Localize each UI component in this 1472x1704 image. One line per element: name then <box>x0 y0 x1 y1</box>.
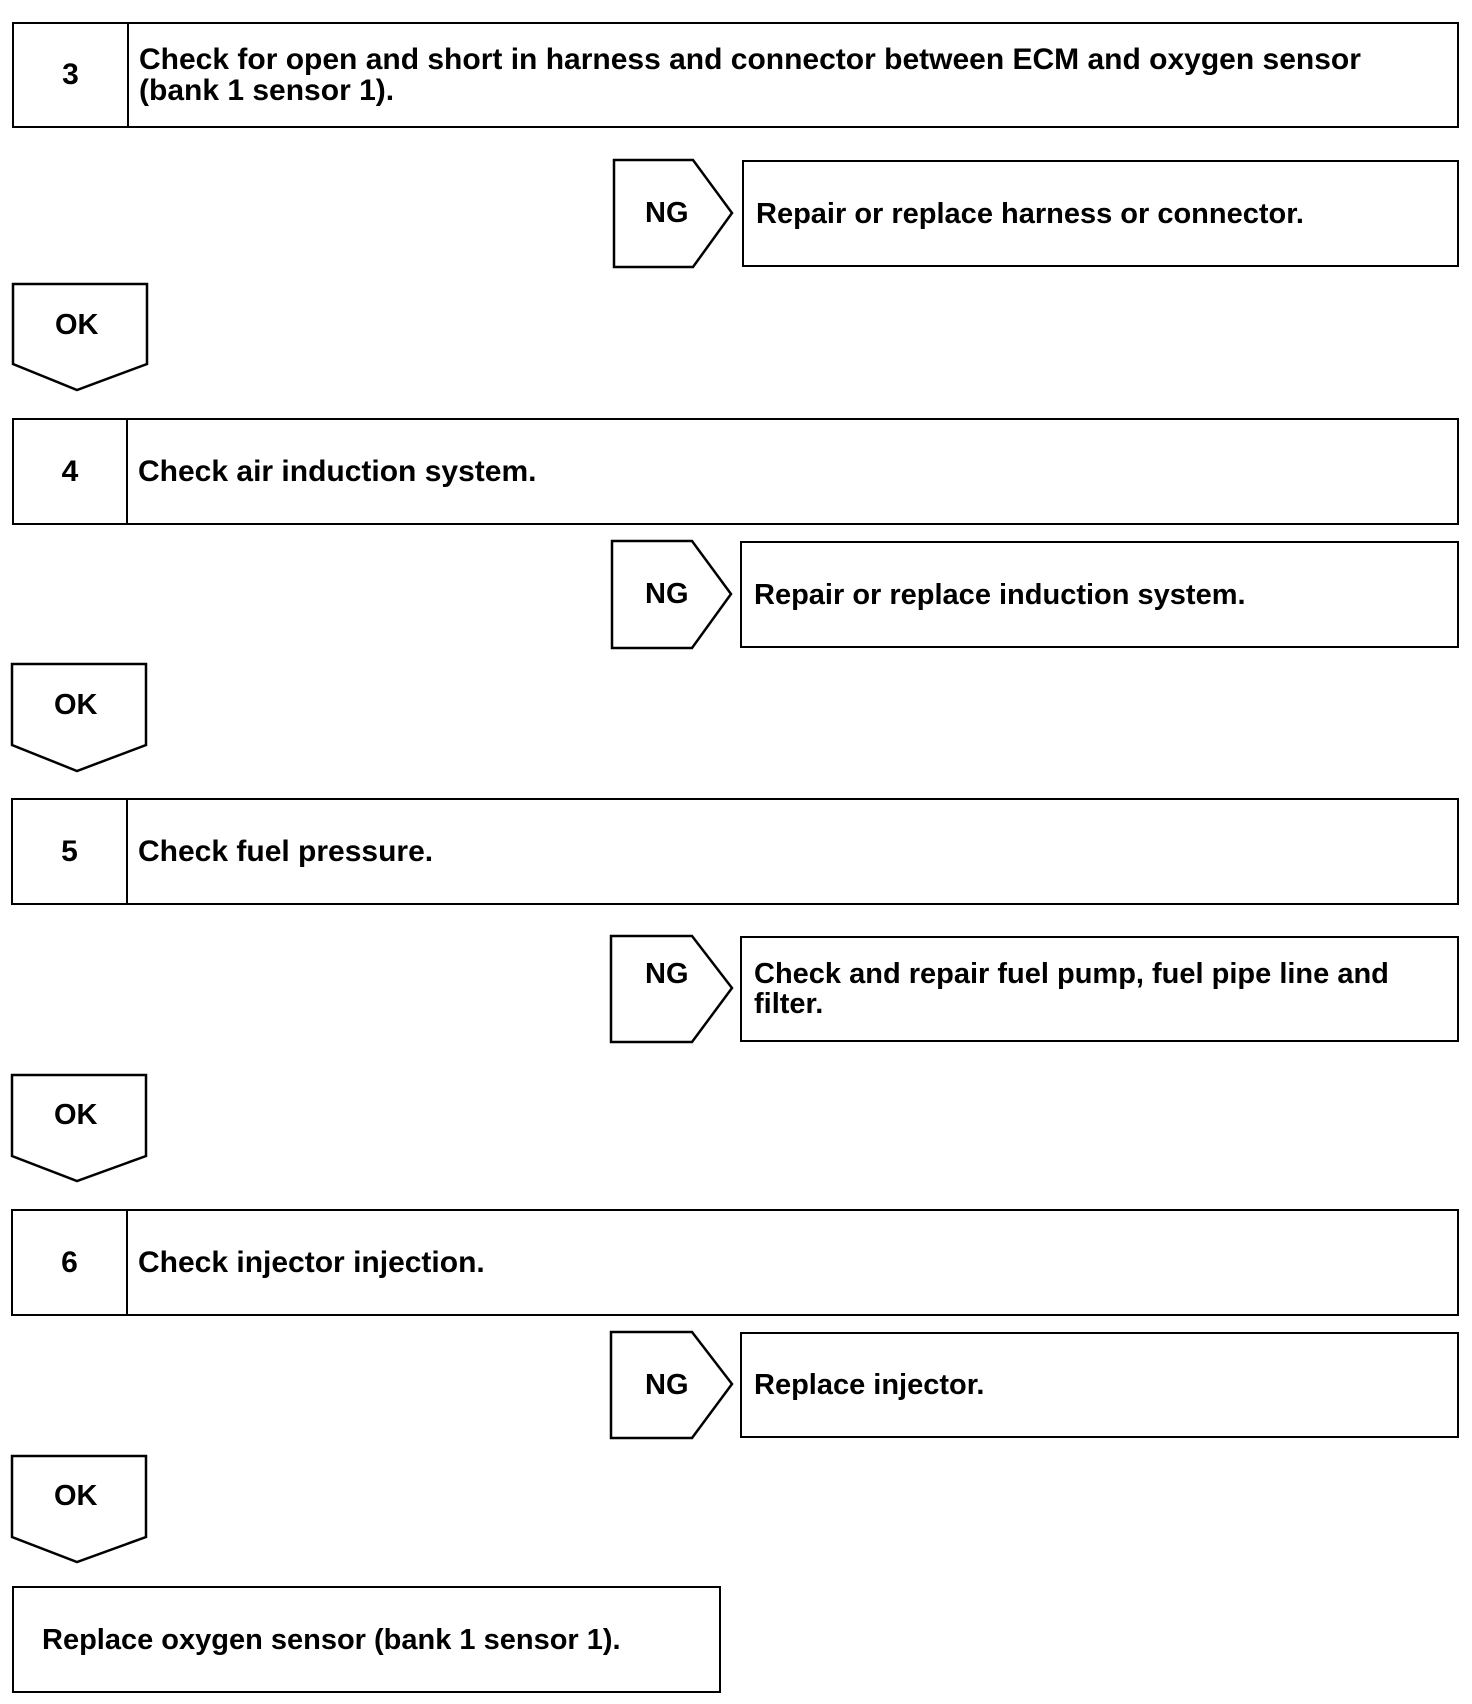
ng-label-step-6: NG <box>645 1369 689 1401</box>
step-3-number: 3 <box>14 24 129 126</box>
ok-label-step-5: OK <box>54 1099 98 1131</box>
ng-label-step-5: NG <box>645 958 689 990</box>
ok-label-step-4: OK <box>54 689 98 721</box>
ok-label-step-6: OK <box>54 1480 98 1512</box>
ng-result-step-5-text: Check and repair fuel pump, fuel pipe line and filter. <box>754 958 1389 1020</box>
ok-label-step-3: OK <box>55 309 99 341</box>
final-result-text: Replace oxygen sensor (bank 1 sensor 1). <box>42 1623 621 1656</box>
step-5-number: 5 <box>13 800 128 903</box>
step-4-number: 4 <box>14 420 128 523</box>
final-result-box <box>12 1586 721 1693</box>
step-4-text: Check air induction system. <box>138 455 537 488</box>
ng-result-step-6-text: Replace injector. <box>754 1369 985 1401</box>
step-6-number: 6 <box>13 1211 128 1314</box>
ng-result-step-4-text: Repair or replace induction system. <box>754 578 1246 611</box>
ng-result-step-3-text: Repair or replace harness or connector. <box>756 197 1304 230</box>
ng-label-step-4: NG <box>645 578 689 610</box>
step-6-text: Check injector injection. <box>138 1246 485 1279</box>
step-5-text: Check fuel pressure. <box>138 835 434 868</box>
ng-label-step-3: NG <box>645 197 689 229</box>
step-3-text: Check for open and short in harness and connector between ECM and oxygen sensor (bank 1 sensor 1). <box>139 43 1361 107</box>
